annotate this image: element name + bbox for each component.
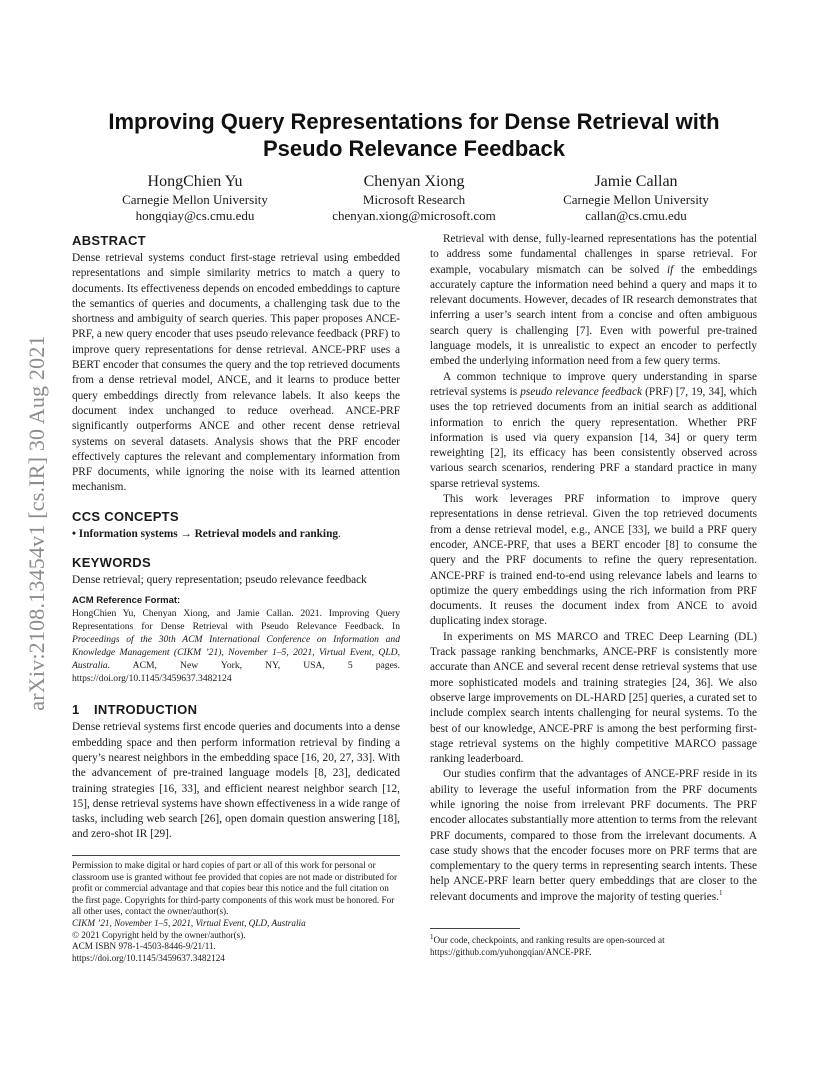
paper-title [70,108,758,162]
acm-reference-venue: Proceedings of the 30th ACM International Conference on Information and Knowledge Management (CIKM ’21), November 1–5, 2021, Virtual Event, QLD, Australia. [72,634,400,672]
footnote-divider [430,928,520,929]
intro-paragraph-3 [430,370,757,492]
acm-reference-post: ACM, New York, NY, USA, 5 pages. https://doi.org/10.1145/3459637.3482124 [72,660,400,685]
doi-line: https://doi.org/10.1145/3459637.3482124 [72,952,225,963]
ccs-item: Information systems → Retrieval models and ranking [78,527,338,540]
intro-paragraph-5: In experiments on MS MARCO and TREC Deep Learning (DL) Track passage ranking benchmarks, ANCE-PRF is consistently more accurate than ANCE and several recent dense retrieval systems that use more sophisticated models and training strategies [24, 36]. We also observe large improvements on DL-HARD [25] queries, a curated set to include complex search intents challenging for neural systems. To the best of our knowledge, ANCE-PRF is among the best performing first-stage retrieval systems on the highly competitive MARCO passage ranking leaderboard. [430,630,757,766]
author-email: chenyan.xiong@microsoft.com [332,208,496,223]
author-affiliation: Carnegie Mellon University [563,192,709,207]
acm-reference-pre: HongChien Yu, Chenyan Xiong, and Jamie Callan. 2021. Improving Query Representations for Dense Retrieval with Pseudo Relevance Feedback. In [72,608,400,633]
author-affiliation: Microsoft Research [362,192,466,207]
intro-paragraph-4: This work leverages PRF information to improve query representations in dense retrieval. Given the top retrieved documents from a dense retrieval model, e.g., ANCE [33], we build a PRF query encoder, ANCE-PRF, that uses a BERT encoder [8] to consume the query and the PRF documents to refine the query representation. ANCE-PRF is trained end-to-end using relevance labels and learns to optimize the query embeddings using the rich information from PRF documents. It reuses the document index from ANCE to avoid duplicating index storage. [430,493,757,628]
arxiv-identifier-stamp [22,288,52,758]
author-affiliation: Carnegie Mellon University [122,192,268,207]
ccs-end: . [338,527,341,540]
ccs-bullet: • [72,527,76,540]
section-title: INTRODUCTION [94,702,198,718]
abstract-heading: ABSTRACT [72,233,146,248]
intro-p6-text: Our studies confirm that the advantages of ANCE-PRF reside in its ability to leverage the useful information from the PRF documents while ignoring the noise from irrelevant PRF documents. The PRF encoder allocates substantially more attention to terms from the relevant PRF documents, compared to those from the irrelevant documents. A case study shows that the encoder focuses more on PRF terms that are complementary to the query terms in representing search intents. These help ANCE-PRF learn better query embeddings that are closer to the relevant documents and improve the majority of testing queries. [430,768,757,903]
arxiv-identifier-text: arXiv:2108.13454v1 [cs.IR] 30 Aug 2021 [24,335,49,711]
intro-paragraph-6 [430,767,757,905]
footnote-mark: 1 [430,932,434,941]
acm-reference-heading: ACM Reference Format: [72,595,181,607]
author-block-1 [75,172,315,224]
copyright-line: © 2021 Copyright held by the owner/author(s). [72,929,246,940]
intro-p3-pre: A common technique to improve query understanding in sparse retrieval systems is [430,370,757,398]
title-line-2: Pseudo Relevance Feedback [262,136,566,161]
permission-block [72,860,400,964]
intro-p2-post: the embeddings accurately capture the information need behind a query and maps it to relevant documents. However, decades of IR research demonstrates that inferring a user’s search intent from a concise and often ambiguous search query is challenging [7]. Even with powerful pre-trained language models, it is unrealistic to expect an encoder to perfectly embed the underlying information need from a few query terms. [430,263,757,368]
left-column [72,232,400,843]
intro-p3-emphasis: pseudo relevance feedback [520,385,643,398]
author-name: Chenyan Xiong [363,173,465,190]
introduction-heading [72,701,400,718]
keywords-text: Dense retrieval; query representation; pseudo relevance feedback [72,574,367,587]
permission-text: Permission to make digital or hard copies of part or all of this work for personal or classroom use is granted without fee provided that copies are not made or distributed for profit or commercial advantage and that copies bear this notice and the full citation on the first page. Copyrights for third-party components of this work must be honored. For all other uses, contact the owner/author(s). [72,860,398,917]
footnote [430,934,757,958]
abstract-text: Dense retrieval systems conduct first-stage retrieval using embedded representations and simple similarity metrics to match a query to documents. Its effectiveness depends on encoded embeddings to capture the semantics of queries and documents, a challenging task due to the shortness and ambiguity of search queries. This paper proposes ANCE-PRF, a new query encoder that uses pseudo relevance feedback (PRF) to improve query representations for dense retrieval. ANCE-PRF uses a BERT encoder that consumes the query and the top retrieved documents from a dense retrieval model, ANCE, and it learns to produce better query embeddings directly from relevance labels. It also keeps the document index unchanged to reduce overhead. ANCE-PRF significantly outperforms ANCE and other recent dense retrieval systems on several datasets. Analysis shows that the PRF encoder effectively captures the relevant and complementary information from PRF documents, while ignoring the noise with its learned attention mechanism. [72,252,400,494]
author-name: HongChien Yu [147,173,243,190]
author-name: Jamie Callan [594,173,678,190]
title-line-1: Improving Query Representations for Dense Retrieval with [108,109,720,134]
intro-p2-pre: Retrieval with dense, fully-learned representations has the potential to address some fundamental challenges in sparse retrieval. For example, vocabulary mismatch can be solved [430,233,757,276]
footnote-reference: 1 [718,889,723,897]
intro-paragraph-2 [430,232,757,370]
section-number: 1 [72,702,80,718]
ccs-heading: CCS CONCEPTS [72,508,179,524]
author-block-2 [294,172,534,224]
intro-p2-emphasis: if [667,263,674,276]
intro-paragraph-1: Dense retrieval systems first encode queries and documents into a dense embedding space and then perform information retrieval by finding a query’s nearest neighbors in the embedding space [16, 20, 27, 33]. With the advancement of pre-trained language models [8, 23], dedicated training strategies [16, 33], and efficient nearest neighbor search [12, 15], dense retrieval systems have shown effectiveness in a wide range of tasks, including web search [26], open domain question answering [18], and zero-shot IR [29]. [72,721,400,841]
conference-line: CIKM ’21, November 1–5, 2021, Virtual Event, QLD, Australia [72,917,306,928]
permission-divider [72,855,400,856]
author-block-3 [516,172,756,224]
footnote-text: Our code, checkpoints, and ranking results are open-sourced at https://github.com/yuhongqian/ANCE-PRF. [430,935,665,957]
acm-reference-text [72,607,400,685]
right-column [430,232,757,905]
author-email: hongqiay@cs.cmu.edu [135,208,255,223]
author-email: callan@cs.cmu.edu [585,208,687,223]
isbn-line: ACM ISBN 978-1-4503-8446-9/21/11. [72,941,216,952]
keywords-heading: KEYWORDS [72,555,151,571]
intro-p3-post: (PRF) [7, 19, 34], which uses the top retrieved documents from an initial search as additional information to enrich the query representation. Whether PRF information is used via query expansion [14, 34] or query term reweighting [2], its efficacy has been consistently observed across various search scenarios, rendering PRF a standard practice in many sparse retrieval systems. [430,385,758,490]
ccs-concepts [72,527,400,542]
